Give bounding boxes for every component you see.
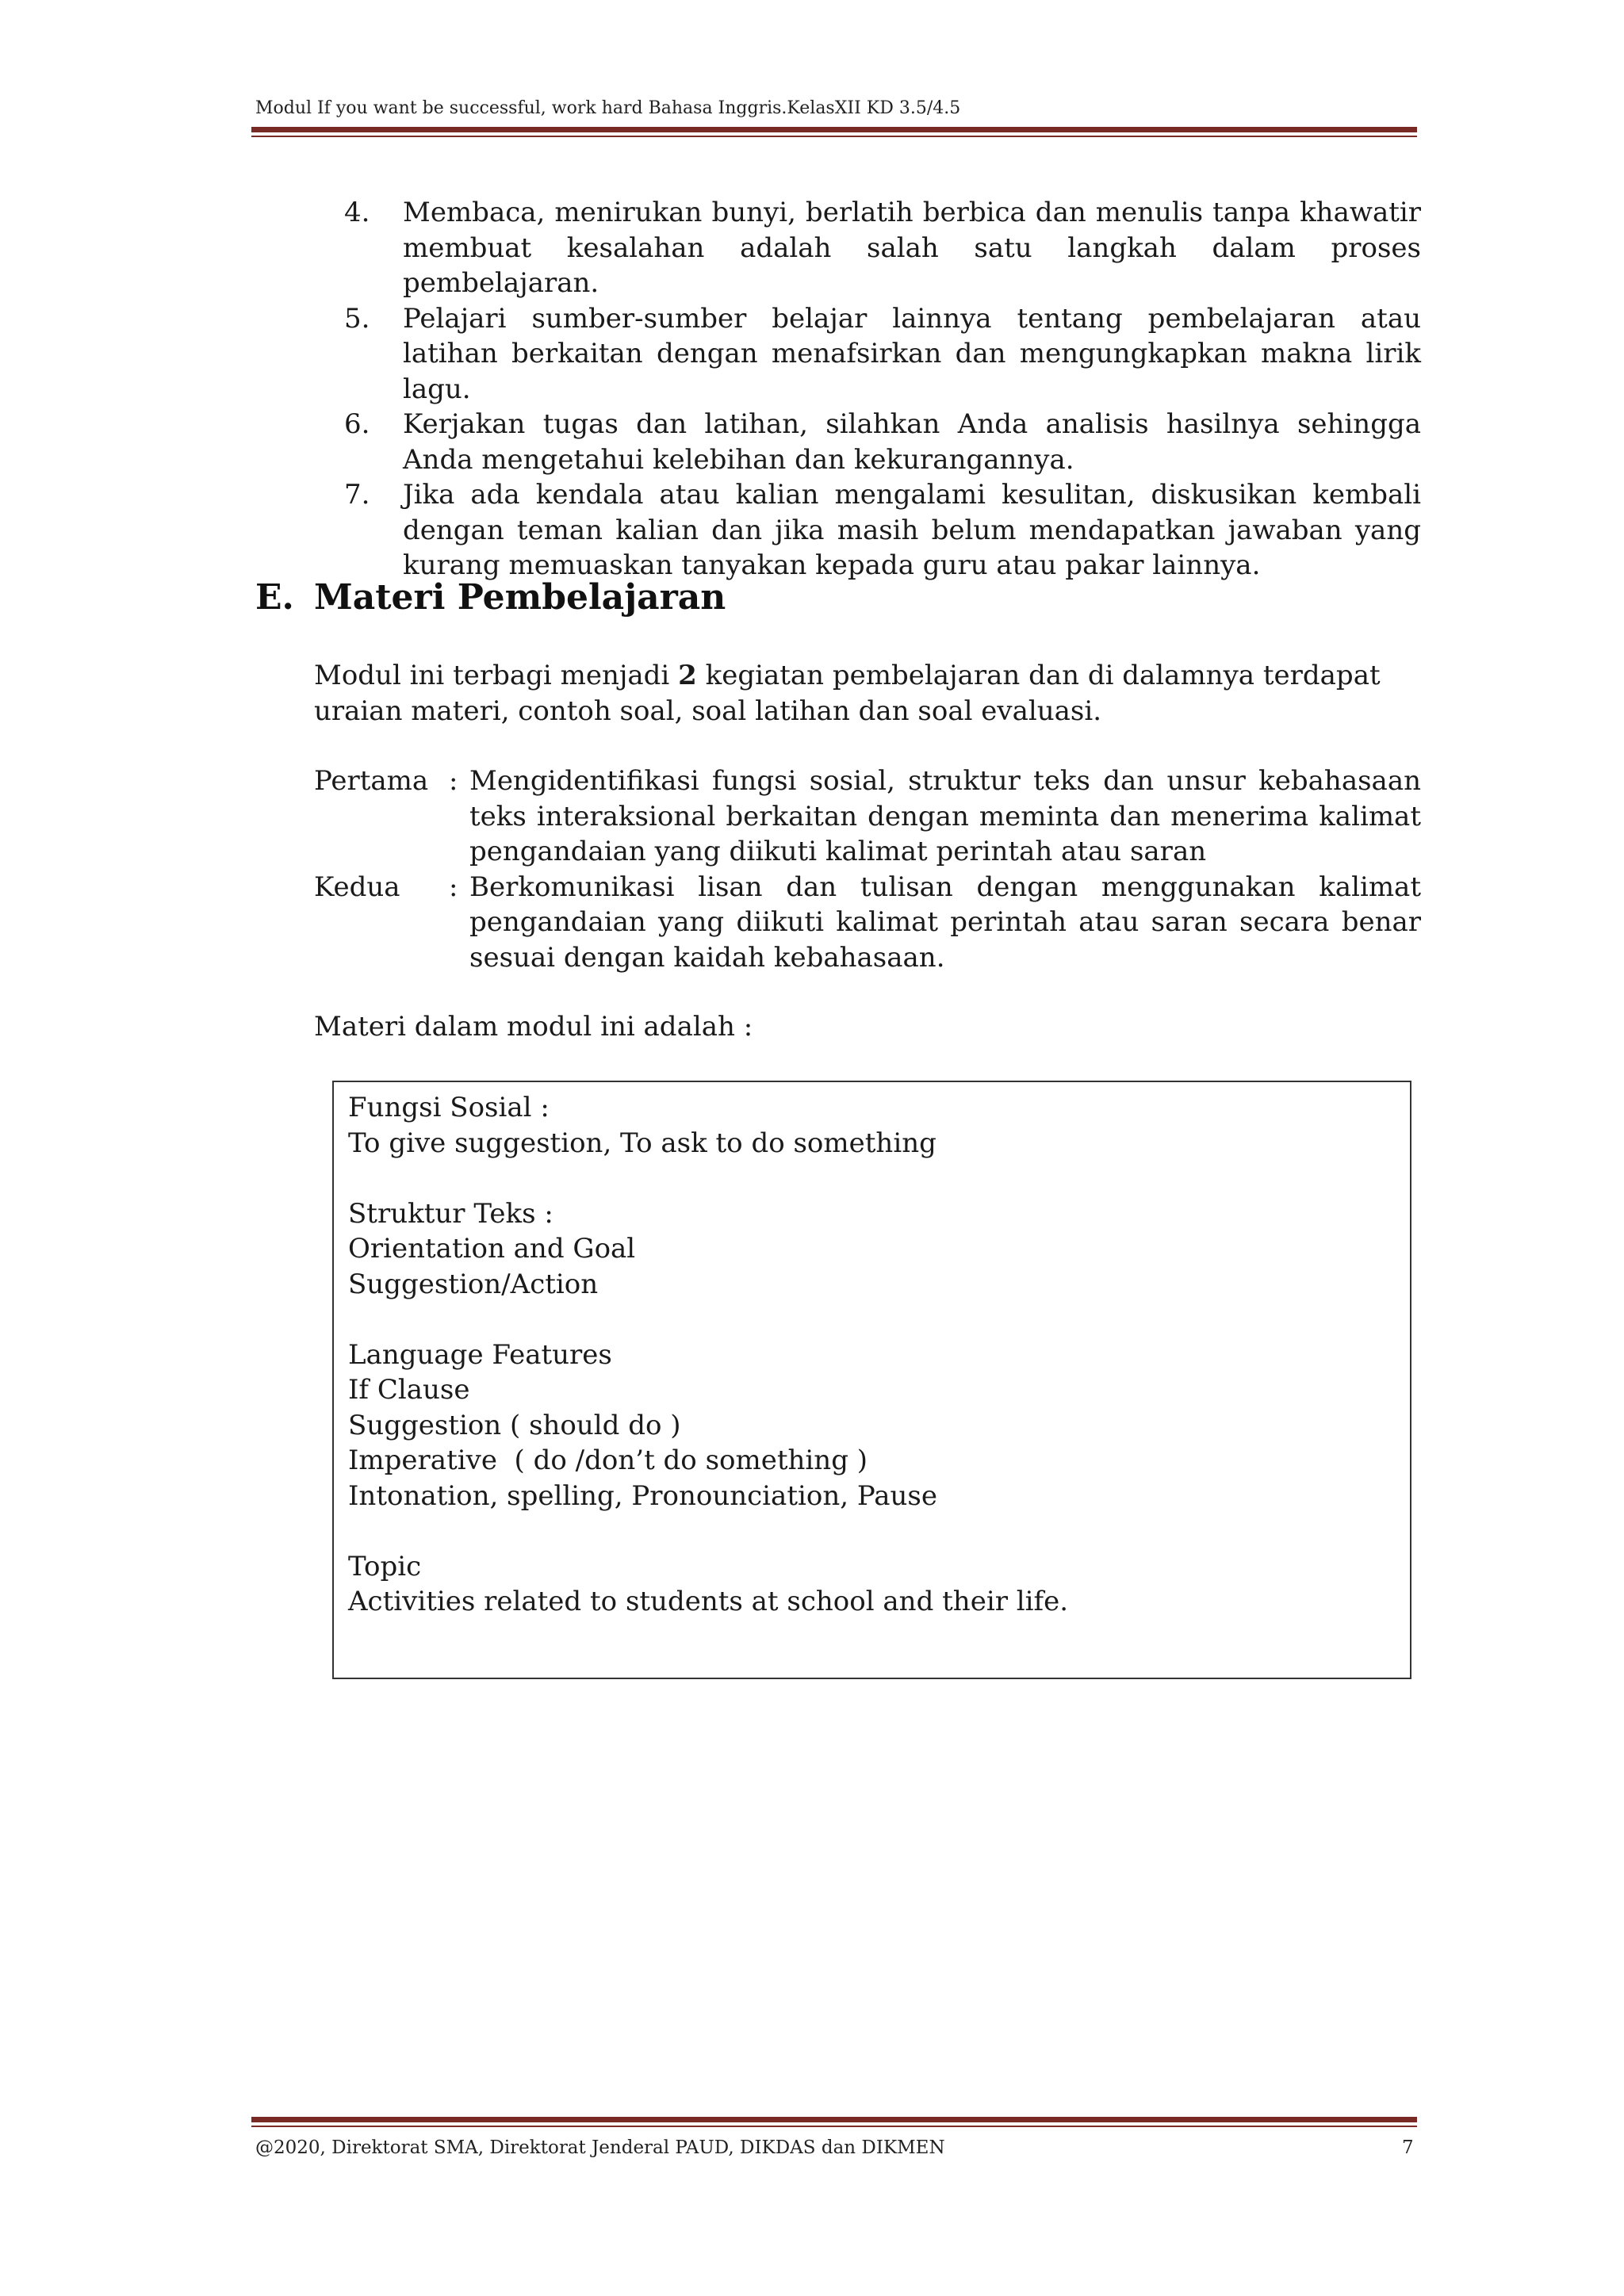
- definition-text: Mengidentifikasi fungsi sosial, struktur teks dan unsur kebahasaan teks interaksional berkaitan dengan meminta dan menerima kalimat pengandaian yang diikuti kalimat perintah atau saran: [469, 765, 1421, 867]
- list-item-text: Kerjakan tugas dan latihan, silahkan Anda analisis hasilnya sehingga Anda mengetahui kelebihan dan kekurangannya.: [403, 408, 1421, 476]
- topic-heading: Topic: [348, 1550, 422, 1582]
- topic-text: Activities related to students at school and their life.: [348, 1586, 1069, 1617]
- struktur-item: Orientation and Goal: [348, 1233, 636, 1265]
- materi-box-content: [348, 1090, 1068, 1620]
- language-item: Suggestion ( should do ): [348, 1409, 681, 1441]
- fungsi-text: To give suggestion, To ask to do something: [348, 1127, 936, 1159]
- definition-colon: :: [449, 871, 458, 903]
- materi-intro: Materi dalam modul ini adalah :: [314, 1011, 753, 1043]
- intro-count: 2: [678, 660, 697, 691]
- definition-label: Kedua: [314, 871, 400, 903]
- list-item: [344, 407, 1421, 477]
- language-item: Intonation, spelling, Pronounciation, Pause: [348, 1479, 937, 1512]
- language-item: If Clause: [348, 1374, 470, 1406]
- list-item-text: Membaca, menirukan bunyi, berlatih berbica dan menulis tanpa khawatir membuat kesalahan adalah salah satu langkah dalam proses pembelajaran.: [403, 197, 1421, 299]
- list-item: [344, 195, 1421, 301]
- list-item-number: 4.: [344, 197, 370, 228]
- header-rule-thick: [251, 127, 1417, 132]
- intro-text-before: Modul ini terbagi menjadi: [314, 660, 679, 691]
- spacer: [348, 1513, 1068, 1549]
- section-title: Materi Pembelajaran: [314, 577, 726, 618]
- list-item-number: 6.: [344, 408, 370, 440]
- page-footer: @2020, Direktorat SMA, Direktorat Jenderal PAUD, DIKDAS dan DIKMEN: [255, 2137, 945, 2158]
- definition-colon: :: [449, 765, 458, 797]
- header-rule-thin: [251, 136, 1417, 137]
- language-heading: Language Features: [348, 1338, 612, 1371]
- list-item-text: Jika ada kendala atau kalian mengalami kesulitan, diskusikan kembali dengan teman kalian dan jika masih belum mendapatkan jawaban yang kurang memuaskan tanyakan kepada guru atau pakar lainnya.: [403, 479, 1421, 581]
- spacer: [348, 1302, 1068, 1337]
- materi-box: [332, 1081, 1411, 1679]
- definition-row: [314, 870, 1421, 976]
- definition-row: [314, 763, 1421, 870]
- section-heading: [255, 577, 726, 618]
- footer-rule-thin: [251, 2126, 1417, 2127]
- page-header: Modul If you want be successful, work hard Bahasa Inggris.KelasXII KD 3.5/4.5: [255, 98, 961, 118]
- section-letter: E.: [255, 577, 294, 618]
- intro-text-after: kegiatan pembelajaran dan di dalamnya terdapat uraian materi, contoh soal, soal latihan dan soal evaluasi.: [314, 660, 1381, 727]
- steps-list: [344, 195, 1421, 584]
- list-item-number: 5.: [344, 302, 370, 335]
- spacer: [348, 1161, 1068, 1196]
- activity-definitions: [314, 763, 1421, 975]
- footer-rule-thick: [251, 2117, 1417, 2122]
- list-item: [344, 301, 1421, 408]
- list-item: [344, 477, 1421, 584]
- definition-text: Berkomunikasi lisan dan tulisan dengan menggunakan kalimat pengandaian yang diikuti kalimat perintah atau saran secara benar sesuai dengan kaidah kebahasaan.: [469, 871, 1421, 974]
- language-item: Imperative ( do /don’t do something ): [348, 1445, 868, 1476]
- fungsi-heading: Fungsi Sosial :: [348, 1092, 550, 1123]
- section-intro: [314, 658, 1421, 729]
- page-number: 7: [1402, 2137, 1414, 2158]
- struktur-heading: Struktur Teks :: [348, 1197, 553, 1230]
- list-item-text: Pelajari sumber-sumber belajar lainnya tentang pembelajaran atau latihan berkaitan dengan menafsirkan dan mengungkapkan makna lirik lagu.: [403, 302, 1421, 405]
- struktur-item: Suggestion/Action: [348, 1268, 599, 1300]
- list-item-number: 7.: [344, 479, 370, 511]
- definition-label: Pertama: [314, 765, 429, 797]
